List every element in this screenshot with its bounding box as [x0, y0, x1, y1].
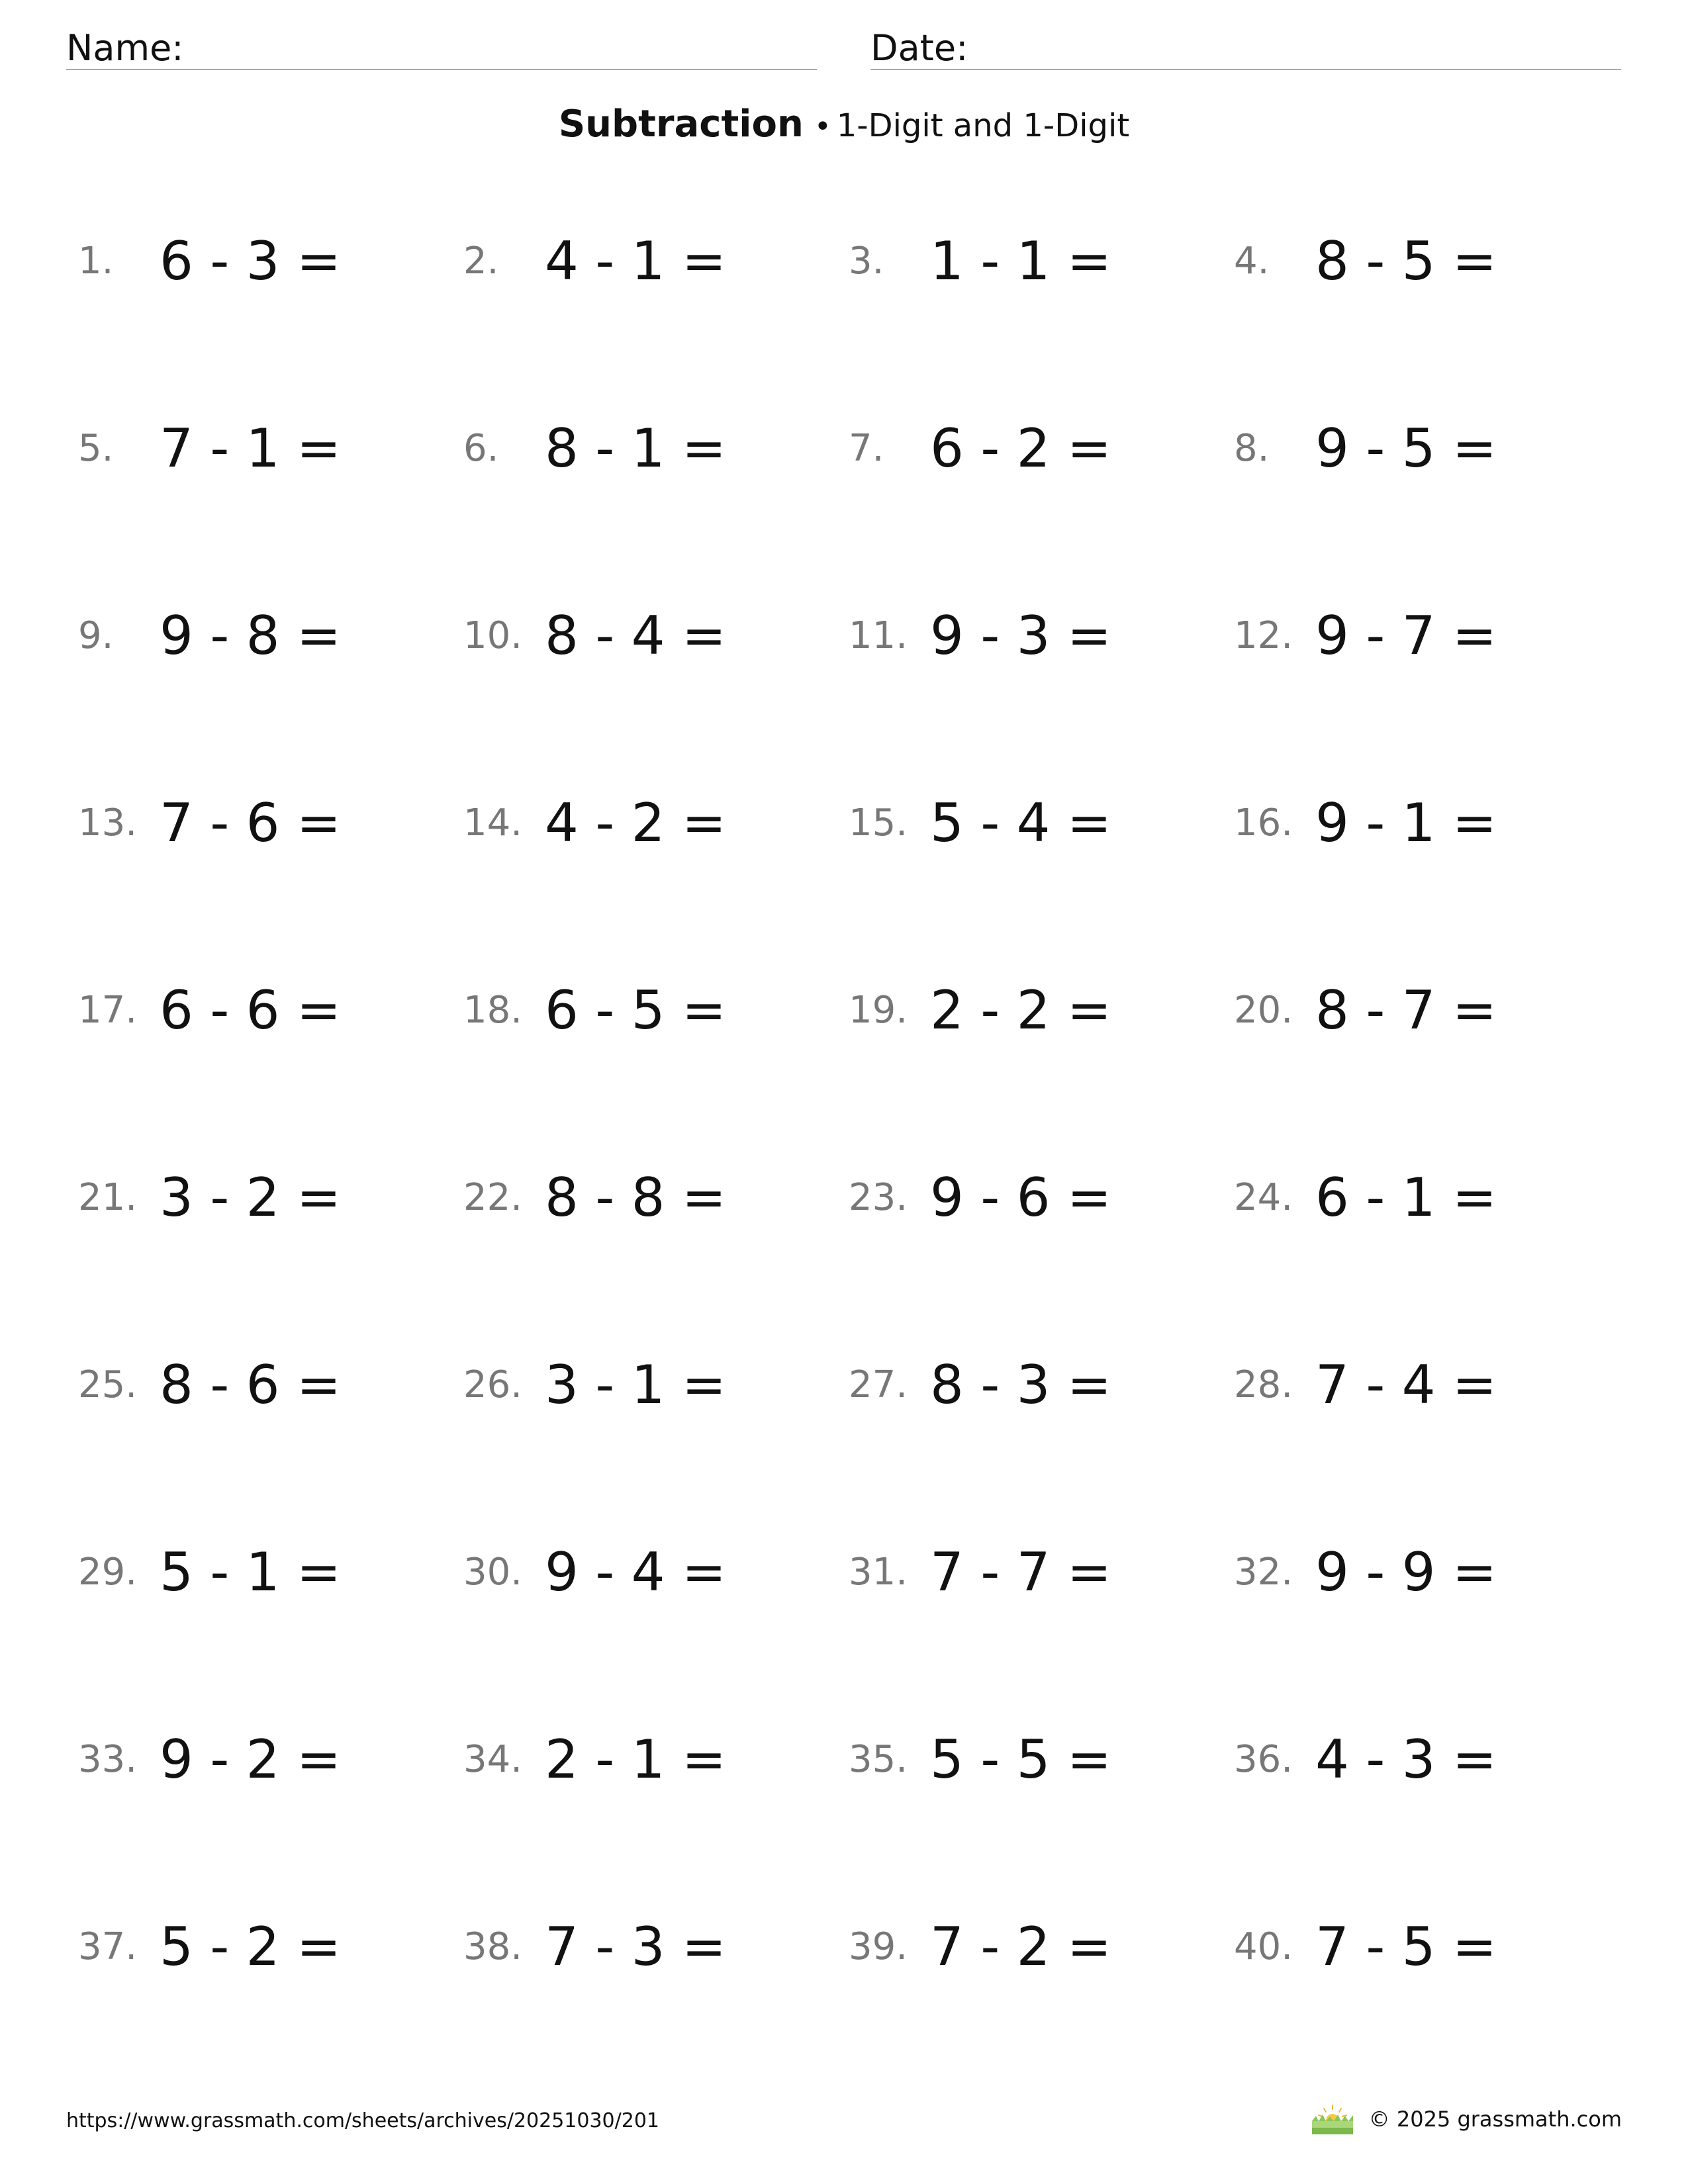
problem-expression: 4 - 1 = [545, 230, 726, 292]
problem-number: 39. [849, 1925, 908, 1968]
problem-expression: 2 - 2 = [930, 979, 1111, 1041]
problem-number: 19. [849, 989, 908, 1032]
problem-expression: 8 - 1 = [545, 418, 726, 479]
problem-expression: 8 - 3 = [930, 1354, 1111, 1416]
problem-expression: 7 - 6 = [160, 792, 341, 854]
problem-number: 13. [78, 801, 138, 844]
problem-number: 15. [849, 801, 908, 844]
problem-number: 23. [849, 1176, 908, 1219]
problem-number: 24. [1234, 1176, 1293, 1219]
problem-expression: 6 - 2 = [930, 418, 1111, 479]
problem-expression: 3 - 2 = [160, 1167, 341, 1228]
name-field[interactable] [66, 20, 817, 70]
date-field[interactable] [870, 20, 1621, 70]
problem-expression: 5 - 4 = [930, 792, 1111, 854]
problem-number: 3. [849, 240, 884, 283]
problem-grid [0, 218, 1688, 2071]
footer-url: https://www.grassmath.com/sheets/archives/20251030/201 [66, 2109, 660, 2132]
problem-number: 20. [1234, 989, 1293, 1032]
problem-number: 32. [1234, 1551, 1293, 1594]
problem-expression: 9 - 2 = [160, 1729, 341, 1790]
problem-number: 2. [463, 240, 499, 283]
problem-number: 28. [1234, 1363, 1293, 1406]
worksheet-title [0, 103, 1688, 146]
problem-number: 9. [78, 614, 114, 657]
problem-number: 10. [463, 614, 523, 657]
name-label: Name: [66, 27, 184, 69]
problem-expression: 9 - 3 = [930, 605, 1111, 666]
problem-expression: 8 - 7 = [1315, 979, 1497, 1041]
problem-number: 8. [1234, 427, 1270, 470]
title-separator: • [814, 110, 831, 144]
problem-number: 18. [463, 989, 523, 1032]
problem-number: 11. [849, 614, 908, 657]
footer-copyright: © 2025 grassmath.com [1368, 2107, 1622, 2132]
problem-number: 21. [78, 1176, 138, 1219]
problem-number: 4. [1234, 240, 1270, 283]
problem-expression: 7 - 4 = [1315, 1354, 1497, 1416]
problem-expression: 9 - 1 = [1315, 792, 1497, 854]
problem-number: 5. [78, 427, 114, 470]
problem-number: 37. [78, 1925, 138, 1968]
problem-number: 29. [78, 1551, 138, 1594]
problem-expression: 7 - 7 = [930, 1541, 1111, 1603]
problem-expression: 2 - 1 = [545, 1729, 726, 1790]
problem-number: 14. [463, 801, 523, 844]
problem-expression: 9 - 6 = [930, 1167, 1111, 1228]
problem-expression: 9 - 5 = [1315, 418, 1497, 479]
problem-expression: 5 - 1 = [160, 1541, 341, 1603]
footer-branding [1309, 2099, 1622, 2139]
problem-expression: 4 - 3 = [1315, 1729, 1497, 1790]
problem-number: 34. [463, 1738, 523, 1781]
date-label: Date: [870, 27, 968, 69]
problem-expression: 7 - 1 = [160, 418, 341, 479]
problem-expression: 6 - 5 = [545, 979, 726, 1041]
problem-expression: 3 - 1 = [545, 1354, 726, 1416]
problem-number: 31. [849, 1551, 908, 1594]
problem-number: 7. [849, 427, 884, 470]
title-subtitle: 1-Digit and 1-Digit [836, 107, 1130, 144]
problem-expression: 9 - 7 = [1315, 605, 1497, 666]
problem-expression: 7 - 3 = [545, 1916, 726, 1978]
problem-expression: 7 - 2 = [930, 1916, 1111, 1978]
problem-number: 38. [463, 1925, 523, 1968]
problem-expression: 9 - 9 = [1315, 1541, 1497, 1603]
problem-number: 16. [1234, 801, 1293, 844]
problem-number: 12. [1234, 614, 1293, 657]
problem-number: 27. [849, 1363, 908, 1406]
problem-number: 22. [463, 1176, 523, 1219]
problem-number: 35. [849, 1738, 908, 1781]
problem-number: 33. [78, 1738, 138, 1781]
problem-expression: 6 - 6 = [160, 979, 341, 1041]
problem-expression: 5 - 2 = [160, 1916, 341, 1978]
title-main: Subtraction [558, 103, 804, 146]
problem-expression: 8 - 6 = [160, 1354, 341, 1416]
problem-expression: 8 - 8 = [545, 1167, 726, 1228]
problem-expression: 1 - 1 = [930, 230, 1111, 292]
problem-expression: 8 - 4 = [545, 605, 726, 666]
grass-sun-logo-icon [1309, 2103, 1356, 2136]
problem-number: 1. [78, 240, 114, 283]
problem-expression: 8 - 5 = [1315, 230, 1497, 292]
problem-expression: 9 - 8 = [160, 605, 341, 666]
problem-number: 40. [1234, 1925, 1293, 1968]
problem-expression: 7 - 5 = [1315, 1916, 1497, 1978]
problem-number: 6. [463, 427, 499, 470]
problem-expression: 6 - 1 = [1315, 1167, 1497, 1228]
problem-number: 26. [463, 1363, 523, 1406]
problem-number: 36. [1234, 1738, 1293, 1781]
problem-number: 25. [78, 1363, 138, 1406]
problem-expression: 9 - 4 = [545, 1541, 726, 1603]
problem-expression: 4 - 2 = [545, 792, 726, 854]
problem-expression: 5 - 5 = [930, 1729, 1111, 1790]
problem-number: 30. [463, 1551, 523, 1594]
problem-expression: 6 - 3 = [160, 230, 341, 292]
problem-number: 17. [78, 989, 138, 1032]
